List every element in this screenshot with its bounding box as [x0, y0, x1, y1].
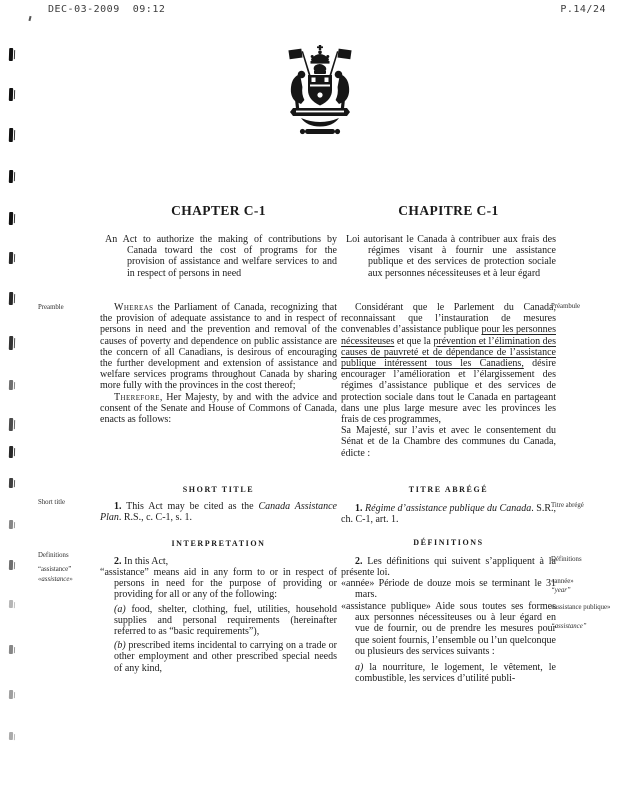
- therefore-text: , Her Majesty, by and with the advice and consent of the Senate and House of Commons of Canada, enacts as follows:: [100, 391, 337, 426]
- definition-body: “assistance” means aid in any form to or in respect of persons in need for the purpose of providing or providing for all or any of the following:: [100, 567, 337, 601]
- definitions-heading-fr: DÉFINITIONS: [413, 538, 484, 547]
- fax-page-indicator: P.14/24: [560, 4, 606, 15]
- scan-mark: [9, 560, 13, 570]
- definition-annee: «année» Période de douze mois se terminant le 31 mars.: [341, 578, 556, 601]
- act-short-title: Canada Assistance Plan: [100, 501, 337, 524]
- item-label: (a): [114, 603, 126, 615]
- scan-mark: [9, 690, 13, 699]
- preamble-fr: [341, 302, 556, 459]
- act-short-title: Régime d’assistance publique du Canada: [362, 503, 532, 514]
- citation: . S.R., ch. C-1, art. 1.: [341, 503, 556, 526]
- scan-mark: [9, 478, 13, 488]
- item-text: la nourriture, le logement, le vêtement, le combustible, les services d’utilité publi-: [355, 662, 556, 685]
- scan-mark: [9, 380, 13, 390]
- preamble-therefore-paragraph: [100, 392, 337, 426]
- section-number: 2.: [355, 556, 363, 567]
- section-text: Les définitions qui suivent s’appliquent à la présente loi.: [341, 556, 556, 579]
- english-column: [100, 0, 337, 806]
- margin-note-short-title-fr: Titre abrégé: [551, 502, 584, 509]
- scan-mark: [9, 732, 13, 740]
- section-1-en: [100, 501, 337, 523]
- pen-underlined-phrase: pour les personnes nécessiteuses: [341, 324, 556, 347]
- margin-note-annee-term-en: “year”: [551, 587, 571, 594]
- margin-note-annee-term: «année»: [551, 578, 574, 585]
- citation: . R.S., c. C-1, s. 1.: [118, 512, 192, 524]
- definition-body: «assistance publique» Aide sous toutes ses formes aux personnes nécessiteuses ou à leur égard en vue de fournir, ou de prendre les mesures pour que soient fournis, l’ensemble ou l’un quelconque ou plusieurs des services suivants :: [341, 601, 556, 657]
- scan-mark: [9, 336, 13, 350]
- whereas-text: the Parliament of Canada, recognizing that the provision of adequate assistance to and in respect of persons in need and the prevention and removal of the causes of poverty and dependence on public assistance are the concern of all Canadians, is desirous of encouraging the further development and extension of assistance and welfare services programs throughout Canada by sharing more fully with the provinces in the cost thereof;: [100, 302, 337, 392]
- scan-mark: [9, 292, 13, 305]
- chapter-heading-fr: CHAPITRE C-1: [398, 203, 499, 218]
- long-title-en: An Act to authorize the making of contributions by Canada toward the cost of programs for the provision of assistance and welfare services to and in respect of persons in need: [105, 234, 337, 279]
- definition-item-a: [355, 662, 556, 684]
- short-title-heading-fr: TITRE ABRÉGÉ: [408, 485, 489, 494]
- margin-note-short-title-en: Short title: [38, 499, 65, 506]
- margin-note-assistance-publique-term: «assistance publique»: [551, 604, 611, 611]
- margin-note-definitions-en: Definitions: [38, 552, 69, 559]
- preamble-en: [100, 302, 337, 425]
- definition-item-b: [114, 640, 337, 674]
- scan-mark: [9, 212, 13, 225]
- preamble-text: Considérant que le Parlement du Canada, reconnaissant que l’instauration de mesures convenables d’assistance publique: [341, 302, 556, 336]
- section-text: In this Act,: [121, 556, 169, 567]
- long-title-fr: Loi autorisant le Canada à contribuer aux frais des régimes visant à fournir une assistance publique et des services de protection sociale aux personnes nécessiteuses et à leur égard: [346, 234, 556, 279]
- scan-mark: [9, 252, 13, 264]
- scan-mark: [9, 600, 13, 608]
- scan-mark: [9, 446, 13, 458]
- scan-mark: [9, 520, 13, 529]
- margin-note-definitions-fr: Définitions: [551, 556, 582, 563]
- scan-speck: [28, 16, 31, 21]
- preamble-whereas-paragraph: [100, 302, 337, 392]
- section-number: 1.: [355, 503, 363, 514]
- section-1-fr: [341, 503, 556, 525]
- item-label: a): [355, 662, 364, 674]
- margin-note-assistance-publique-term-en: “assistance”: [551, 623, 587, 630]
- section-text: This Act may be cited as the: [121, 501, 259, 512]
- section-number: 2.: [114, 556, 122, 567]
- margin-note-preamble-en: Preamble: [38, 304, 64, 311]
- definition-assistance-publique: [341, 601, 556, 684]
- therefore-lead: Therefore: [114, 391, 160, 403]
- scan-mark: [9, 170, 13, 183]
- scan-mark: [9, 645, 13, 654]
- item-text: prescribed items incidental to carrying on a trade or other employment and other prescribed special needs of any kind,: [114, 640, 337, 674]
- margin-note-preamble-fr: Préambule: [551, 303, 581, 310]
- margin-note-assistance-term-fr: «assistance»: [38, 576, 73, 583]
- french-column: [341, 0, 556, 806]
- scan-mark: [9, 88, 13, 101]
- preamble-text: et que la: [394, 335, 434, 347]
- scan-mark: [9, 418, 13, 431]
- section-number: 1.: [114, 501, 122, 512]
- interpretation-heading-en: INTERPRETATION: [171, 539, 266, 548]
- definition-assistance-en: [100, 567, 337, 674]
- item-text: food, shelter, clothing, fuel, utilities, household supplies and personal requirements (hereinafter referred to as “basic requirements”),: [114, 603, 337, 638]
- scan-mark: [9, 48, 13, 61]
- section-2-intro-en: [100, 556, 337, 567]
- whereas-lead: Whereas: [114, 302, 154, 313]
- short-title-heading-en: SHORT TITLE: [182, 485, 255, 494]
- scan-mark: [9, 128, 13, 142]
- preamble-enacting-paragraph: Sa Majesté, sur l’avis et avec le consentement du Sénat et de la Chambre des communes du Canada, édicte :: [341, 425, 556, 459]
- section-2-intro-fr: [341, 556, 556, 578]
- item-label: (b): [114, 640, 126, 652]
- chapter-heading-en: CHAPTER C-1: [171, 203, 266, 218]
- preamble-considerant-paragraph: [341, 302, 556, 425]
- margin-note-assistance-term: “assistance”: [38, 566, 72, 573]
- fax-timestamp: DEC-03-2009 09:12: [48, 4, 166, 15]
- definition-item-a: [114, 604, 337, 638]
- preamble-text: désire encourager l’amélioration et l’élargissement des régimes d’assistance publique et des services de protection sociale dans tout le Canada en partageant dans une plus large mesure avec les provinces les frais de ces programmes,: [341, 358, 556, 426]
- pen-underlined-phrase: prévention et l’élimination des causes de pauvreté et de dépendance de l’assistance publique intéressent tous les Canadiens,: [341, 335, 556, 370]
